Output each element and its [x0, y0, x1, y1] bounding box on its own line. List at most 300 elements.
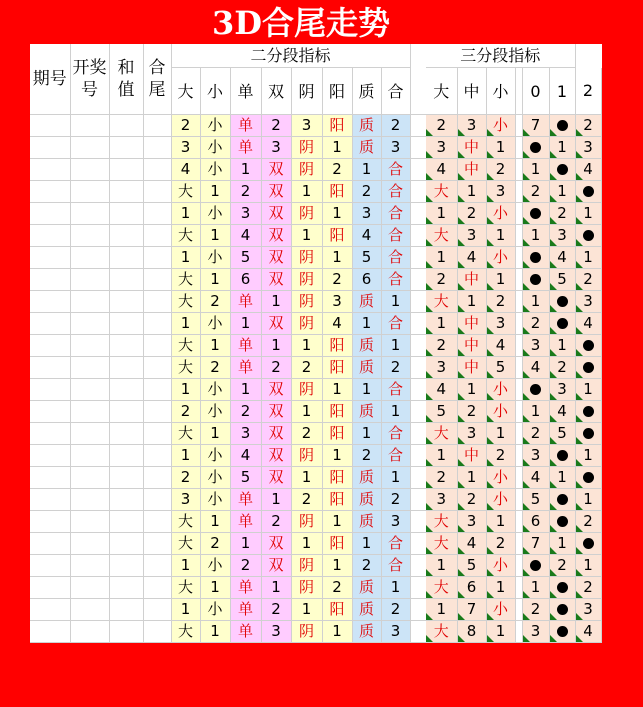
dot-icon	[530, 252, 541, 263]
cell-hewei	[143, 599, 171, 621]
gap-cell	[410, 159, 426, 181]
cell-g3-num: 2	[575, 577, 601, 599]
header-g2-col: 合	[381, 68, 410, 115]
table-row	[30, 445, 601, 467]
cell-g3: 2	[457, 489, 486, 511]
cell-g3: 大	[426, 511, 457, 533]
cell-g3-num: 2	[549, 357, 575, 379]
cell-g3: 2	[457, 203, 486, 225]
table-row	[30, 467, 601, 489]
cell-g2: 1	[291, 335, 322, 357]
cell-g2: 阳	[322, 357, 352, 379]
cell-hewei	[143, 291, 171, 313]
cell-g3: 1	[457, 379, 486, 401]
cell-hewei	[143, 511, 171, 533]
cell-g2: 1	[200, 269, 230, 291]
cell-hewei	[143, 577, 171, 599]
cell-g2: 小	[200, 599, 230, 621]
cell-g2: 质	[352, 599, 381, 621]
cell-g2: 1	[352, 423, 381, 445]
cell-g2: 1	[322, 247, 352, 269]
cell-hewei	[143, 489, 171, 511]
table-row	[30, 247, 601, 269]
cell-kaijiang	[70, 269, 109, 291]
dot-icon	[557, 582, 568, 593]
table-row	[30, 291, 601, 313]
dot-icon	[530, 208, 541, 219]
spacer-cell	[515, 621, 522, 643]
cell-g3-num: 5	[522, 489, 549, 511]
cell-g2: 小	[200, 203, 230, 225]
cell-hewei	[143, 621, 171, 643]
cell-hezhi	[109, 181, 143, 203]
header-g2-col: 大	[171, 68, 200, 115]
cell-g2: 1	[291, 533, 322, 555]
cell-g2: 大	[171, 291, 200, 313]
cell-g2: 大	[171, 181, 200, 203]
gap-cell	[410, 357, 426, 379]
dot-icon	[583, 230, 594, 241]
dot-icon	[530, 142, 541, 153]
cell-g3-num: 2	[522, 599, 549, 621]
cell-g2: 双	[261, 533, 291, 555]
cell-qihao	[30, 357, 70, 379]
header-g2-col: 小	[200, 68, 230, 115]
cell-kaijiang	[70, 379, 109, 401]
cell-qihao	[30, 555, 70, 577]
cell-g2: 质	[352, 489, 381, 511]
cell-qihao	[30, 181, 70, 203]
cell-g2: 阴	[291, 445, 322, 467]
cell-g2: 阳	[322, 115, 352, 137]
cell-g2: 大	[171, 357, 200, 379]
cell-g2: 大	[171, 335, 200, 357]
cell-hezhi	[109, 335, 143, 357]
cell-g2: 1	[171, 599, 200, 621]
table-row	[30, 203, 601, 225]
cell-g3-num: 1	[522, 159, 549, 181]
cell-g3: 1	[486, 423, 515, 445]
cell-g3-num	[522, 379, 549, 401]
cell-g2: 4	[230, 225, 261, 247]
cell-g2: 1	[171, 379, 200, 401]
cell-g3: 5	[457, 555, 486, 577]
cell-g2: 1	[200, 423, 230, 445]
cell-g2: 1	[230, 379, 261, 401]
cell-g3: 大	[426, 621, 457, 643]
cell-qihao	[30, 225, 70, 247]
cell-g2: 2	[291, 357, 322, 379]
dot-icon	[557, 626, 568, 637]
cell-g2: 2	[381, 115, 410, 137]
cell-g2: 2	[381, 357, 410, 379]
cell-g3: 小	[486, 115, 515, 137]
table-row	[30, 423, 601, 445]
gap-cell	[410, 445, 426, 467]
cell-g2: 大	[171, 225, 200, 247]
cell-g2: 2	[352, 555, 381, 577]
cell-hewei	[143, 335, 171, 357]
cell-g2: 5	[352, 247, 381, 269]
cell-g3-num	[549, 489, 575, 511]
cell-g3-num	[575, 467, 601, 489]
cell-g3-num	[575, 225, 601, 247]
cell-g2: 1	[352, 379, 381, 401]
cell-g3: 小	[486, 555, 515, 577]
cell-g2: 1	[200, 181, 230, 203]
cell-qihao	[30, 599, 70, 621]
cell-g2: 2	[381, 599, 410, 621]
cell-g2: 1	[230, 533, 261, 555]
cell-g2: 2	[230, 555, 261, 577]
header-hewei: 合尾	[143, 44, 171, 115]
cell-g2: 阳	[322, 533, 352, 555]
cell-g3: 中	[457, 357, 486, 379]
header-g3-col: 小	[486, 68, 515, 115]
gap-cell	[410, 247, 426, 269]
cell-g3: 大	[426, 533, 457, 555]
cell-g3: 1	[486, 137, 515, 159]
cell-g2: 双	[261, 247, 291, 269]
cell-g3-num: 1	[575, 379, 601, 401]
cell-g2: 3	[381, 137, 410, 159]
cell-g2: 合	[381, 225, 410, 247]
cell-g2: 1	[291, 599, 322, 621]
cell-g3-num: 1	[575, 247, 601, 269]
header-g2-col: 质	[352, 68, 381, 115]
page-title: 3D合尾走势	[211, 4, 391, 42]
cell-g2: 阴	[291, 247, 322, 269]
cell-kaijiang	[70, 533, 109, 555]
cell-hezhi	[109, 445, 143, 467]
cell-g2: 阳	[322, 467, 352, 489]
cell-g3: 2	[426, 269, 457, 291]
cell-g2: 单	[230, 357, 261, 379]
gap-cell	[410, 533, 426, 555]
cell-g3-num: 5	[549, 423, 575, 445]
cell-hezhi	[109, 159, 143, 181]
cell-g2: 2	[261, 115, 291, 137]
cell-g3: 小	[486, 489, 515, 511]
cell-g3-num: 1	[549, 335, 575, 357]
gap-cell	[410, 115, 426, 137]
spacer-cell	[515, 203, 522, 225]
cell-g2: 阴	[291, 291, 322, 313]
cell-g3: 1	[486, 225, 515, 247]
cell-g2: 小	[200, 115, 230, 137]
cell-g2: 2	[200, 533, 230, 555]
table-row	[30, 379, 601, 401]
header-g3-num: 1	[549, 68, 575, 115]
cell-g2: 小	[200, 379, 230, 401]
cell-g2: 1	[322, 379, 352, 401]
cell-g2: 小	[200, 489, 230, 511]
cell-g3-num: 4	[549, 401, 575, 423]
cell-g2: 1	[291, 467, 322, 489]
cell-hewei	[143, 225, 171, 247]
cell-g2: 2	[171, 467, 200, 489]
cell-g3-num: 4	[575, 159, 601, 181]
cell-g3: 2	[426, 335, 457, 357]
dot-icon	[583, 428, 594, 439]
cell-g2: 1	[291, 181, 322, 203]
cell-g2: 双	[261, 313, 291, 335]
cell-qihao	[30, 291, 70, 313]
cell-hezhi	[109, 489, 143, 511]
spacer-cell	[515, 357, 522, 379]
dot-icon	[557, 604, 568, 615]
table-row	[30, 225, 601, 247]
cell-hewei	[143, 379, 171, 401]
spacer-cell	[515, 335, 522, 357]
cell-g3-num	[549, 599, 575, 621]
gap-cell	[410, 203, 426, 225]
cell-qihao	[30, 467, 70, 489]
dot-icon	[557, 450, 568, 461]
dot-icon	[557, 494, 568, 505]
cell-hezhi	[109, 357, 143, 379]
cell-g2: 1	[322, 555, 352, 577]
cell-g2: 1	[381, 335, 410, 357]
cell-g2: 2	[352, 181, 381, 203]
table-row	[30, 181, 601, 203]
cell-g3: 6	[457, 577, 486, 599]
cell-g3: 3	[457, 225, 486, 247]
cell-g2: 质	[352, 335, 381, 357]
cell-g2: 大	[171, 269, 200, 291]
cell-g2: 单	[230, 489, 261, 511]
cell-g2: 2	[291, 489, 322, 511]
cell-g2: 2	[322, 159, 352, 181]
cell-g3: 1	[426, 599, 457, 621]
cell-g2: 2	[261, 599, 291, 621]
header-g2-col: 阴	[291, 68, 322, 115]
cell-hezhi	[109, 599, 143, 621]
cell-g3-num: 3	[522, 335, 549, 357]
table-row	[30, 313, 601, 335]
cell-g2: 合	[381, 247, 410, 269]
cell-g2: 合	[381, 533, 410, 555]
cell-hezhi	[109, 533, 143, 555]
cell-g3: 1	[486, 621, 515, 643]
cell-hezhi	[109, 313, 143, 335]
cell-g3: 1	[457, 467, 486, 489]
cell-g2: 阴	[291, 269, 322, 291]
cell-g2: 合	[381, 203, 410, 225]
cell-g3-num	[549, 445, 575, 467]
header-group-3: 三分段指标	[426, 44, 575, 68]
cell-g2: 质	[352, 511, 381, 533]
cell-g2: 1	[261, 291, 291, 313]
cell-g2: 2	[291, 423, 322, 445]
cell-g2: 3	[230, 423, 261, 445]
cell-g2: 阴	[291, 621, 322, 643]
cell-qihao	[30, 335, 70, 357]
cell-g2: 1	[200, 225, 230, 247]
cell-g3-num	[522, 269, 549, 291]
cell-g2: 1	[352, 159, 381, 181]
gap-cell	[410, 181, 426, 203]
cell-g3: 小	[486, 247, 515, 269]
gap-cell	[410, 577, 426, 599]
cell-kaijiang	[70, 401, 109, 423]
cell-g2: 3	[381, 511, 410, 533]
cell-g3-num: 3	[522, 621, 549, 643]
cell-g2: 阳	[322, 489, 352, 511]
cell-qihao	[30, 489, 70, 511]
cell-g2: 3	[261, 621, 291, 643]
gap-cell	[410, 401, 426, 423]
cell-g3-num: 2	[522, 423, 549, 445]
cell-kaijiang	[70, 423, 109, 445]
spacer-cell	[515, 555, 522, 577]
cell-g3-num	[549, 511, 575, 533]
cell-g2: 1	[261, 577, 291, 599]
cell-g2: 双	[261, 269, 291, 291]
cell-g3-num	[575, 423, 601, 445]
cell-g2: 单	[230, 599, 261, 621]
cell-g3-num: 1	[575, 489, 601, 511]
cell-g3-num: 4	[522, 357, 549, 379]
spacer-cell	[515, 291, 522, 313]
cell-qihao	[30, 247, 70, 269]
cell-g2: 小	[200, 313, 230, 335]
cell-kaijiang	[70, 511, 109, 533]
gap-cell	[410, 423, 426, 445]
cell-g2: 1	[171, 203, 200, 225]
cell-g3: 4	[426, 379, 457, 401]
cell-g2: 2	[381, 489, 410, 511]
cell-g3: 4	[457, 533, 486, 555]
cell-g2: 双	[261, 467, 291, 489]
cell-hezhi	[109, 401, 143, 423]
cell-hewei	[143, 181, 171, 203]
cell-g3-num: 2	[522, 181, 549, 203]
cell-g2: 1	[352, 533, 381, 555]
table-row	[30, 621, 601, 643]
cell-g3: 3	[426, 489, 457, 511]
cell-g3: 3	[426, 357, 457, 379]
cell-kaijiang	[70, 291, 109, 313]
cell-kaijiang	[70, 489, 109, 511]
spacer-cell	[515, 269, 522, 291]
cell-g2: 双	[261, 445, 291, 467]
spacer-cell	[515, 225, 522, 247]
cell-kaijiang	[70, 203, 109, 225]
cell-g2: 1	[381, 291, 410, 313]
cell-g3: 4	[426, 159, 457, 181]
cell-g3-num: 4	[522, 467, 549, 489]
dot-icon	[583, 362, 594, 373]
cell-g2: 单	[230, 115, 261, 137]
cell-g3-num: 1	[575, 203, 601, 225]
cell-g2: 阳	[322, 423, 352, 445]
cell-g2: 小	[200, 159, 230, 181]
cell-g3-num: 7	[522, 533, 549, 555]
dot-icon	[557, 296, 568, 307]
cell-g3-num	[549, 159, 575, 181]
cell-g2: 4	[352, 225, 381, 247]
cell-g2: 阴	[291, 379, 322, 401]
cell-g3: 5	[486, 357, 515, 379]
cell-g3-num: 1	[549, 533, 575, 555]
cell-g3: 1	[426, 313, 457, 335]
cell-g3: 2	[486, 159, 515, 181]
cell-kaijiang	[70, 115, 109, 137]
cell-g3: 3	[486, 313, 515, 335]
cell-g2: 2	[230, 401, 261, 423]
cell-kaijiang	[70, 313, 109, 335]
cell-kaijiang	[70, 159, 109, 181]
header-g3-num: 2	[575, 68, 601, 115]
cell-g3: 1	[486, 577, 515, 599]
cell-hewei	[143, 357, 171, 379]
cell-g2: 阳	[322, 599, 352, 621]
cell-g2: 1	[171, 247, 200, 269]
cell-g3-num	[549, 313, 575, 335]
cell-g2: 1	[200, 511, 230, 533]
cell-g2: 1	[381, 577, 410, 599]
cell-g2: 质	[352, 621, 381, 643]
cell-g2: 单	[230, 291, 261, 313]
table-row	[30, 599, 601, 621]
spacer-cell	[515, 247, 522, 269]
gap-cell	[410, 313, 426, 335]
cell-g3-num: 7	[522, 115, 549, 137]
cell-g3: 中	[457, 313, 486, 335]
cell-g3-num: 3	[522, 445, 549, 467]
cell-g3: 1	[486, 511, 515, 533]
cell-g2: 质	[352, 115, 381, 137]
spacer-cell	[515, 599, 522, 621]
cell-g3-num: 1	[575, 555, 601, 577]
spacer-cell	[515, 137, 522, 159]
table-row	[30, 533, 601, 555]
cell-g3: 2	[457, 401, 486, 423]
cell-g2: 6	[230, 269, 261, 291]
cell-g3-num: 1	[522, 401, 549, 423]
gap-cell	[410, 621, 426, 643]
cell-g3-num: 1	[549, 137, 575, 159]
cell-g3: 大	[426, 423, 457, 445]
cell-hezhi	[109, 269, 143, 291]
cell-g3-num: 1	[549, 181, 575, 203]
cell-g2: 大	[171, 621, 200, 643]
cell-g3-num	[575, 335, 601, 357]
spacer-cell	[515, 445, 522, 467]
cell-g3: 3	[457, 115, 486, 137]
table-row	[30, 555, 601, 577]
cell-g2: 1	[261, 489, 291, 511]
dot-icon	[583, 186, 594, 197]
cell-g2: 2	[352, 445, 381, 467]
cell-qihao	[30, 137, 70, 159]
spacer-cell	[515, 489, 522, 511]
cell-g3-num: 4	[575, 621, 601, 643]
dot-icon	[557, 318, 568, 329]
cell-g2: 2	[261, 357, 291, 379]
cell-g2: 1	[230, 313, 261, 335]
cell-hewei	[143, 423, 171, 445]
cell-g3: 3	[426, 137, 457, 159]
cell-g3-num: 1	[575, 445, 601, 467]
cell-g2: 6	[352, 269, 381, 291]
cell-g3: 7	[457, 599, 486, 621]
cell-g3-num	[575, 357, 601, 379]
spacer-cell	[515, 115, 522, 137]
dot-icon	[583, 472, 594, 483]
cell-g2: 1	[352, 313, 381, 335]
